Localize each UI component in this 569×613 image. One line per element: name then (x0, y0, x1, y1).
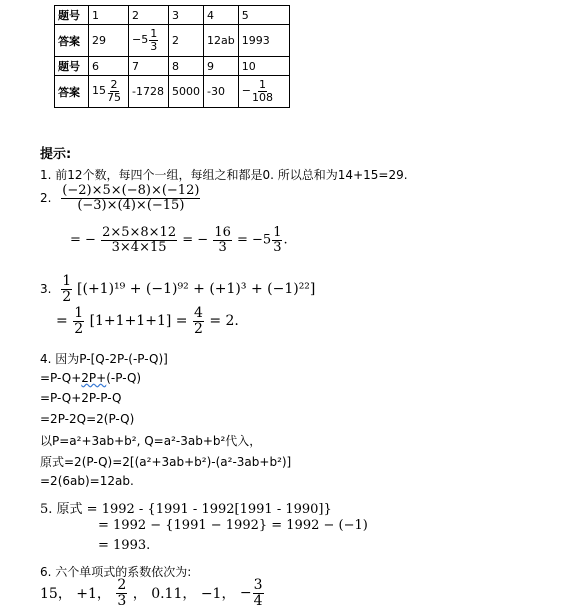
answer-6-whole: 15 (92, 84, 106, 98)
item-3-expression: [(+1)¹⁹ + (−1)⁹² + (+1)³ + (−1)²²] (77, 281, 316, 298)
item-2-fraction-4 (272, 226, 282, 254)
table-row (55, 76, 290, 108)
item-3-fraction (61, 274, 72, 304)
table-cell: 8 (169, 57, 204, 76)
hint-item-4-line-4: =2P-2Q=2(P-Q) (40, 412, 135, 426)
item-label: 3. (40, 282, 52, 297)
hint-title: 提示: (40, 147, 72, 162)
answer-6-fraction (107, 79, 121, 103)
table-cell: 2 (129, 6, 169, 25)
fraction-denominator: 3×4×15 (111, 239, 167, 255)
text-segment: (-P-Q) (106, 371, 142, 385)
hint-item-4-line-1: 4. 因为P-[Q-2P-(-P-Q)] (40, 352, 168, 366)
hint-item-4-line-6: 原式=2(P-Q)=2[(a²+3ab+b²)-(a²-3ab+b²)] (40, 455, 292, 469)
table-cell: 12ab (204, 25, 239, 57)
hint-item-4-line-3: =P-Q+2P-P-Q (40, 391, 122, 405)
table-cell (238, 76, 289, 108)
hint-item-5-line-1: 5. 原式 = 1992 - {1991 - 1992[1991 - 1990]} (40, 502, 332, 517)
mixed-number-whole: = −5 (237, 232, 272, 248)
coefficient-list: ， 0.11， −1， (132, 586, 236, 603)
hint-item-4-line-7: =2(6ab)=12ab. (40, 474, 134, 488)
hint-item-1: 1. 前12个数，每四个一组，每组之和都是0. 所以总和为14+15=29. (40, 168, 408, 182)
fraction-numerator: 2 (110, 78, 118, 92)
answer-10-sign: − (241, 84, 251, 98)
negative-sign: − (239, 585, 252, 602)
fraction-denominator: 108 (251, 91, 273, 104)
hint-item-3 (40, 274, 315, 304)
text-segment: =P-Q+ (40, 371, 82, 385)
result: = 2. (209, 313, 239, 330)
hint-item-2-line-2 (70, 226, 288, 254)
table-cell: 4 (204, 6, 239, 25)
fraction-denominator: 3 (273, 239, 282, 255)
fraction-denominator: 3 (218, 239, 227, 255)
item-2-fraction-2 (101, 226, 177, 254)
item-3-fraction-2 (73, 306, 84, 336)
fraction-numerator: 2 (117, 577, 127, 593)
fraction-denominator: 75 (107, 91, 121, 104)
table-cell: -30 (204, 76, 239, 108)
table-cell: 题号 (55, 6, 89, 25)
fraction-denominator: 3 (117, 592, 127, 609)
table-cell: 10 (238, 57, 289, 76)
table-cell: 3 (169, 6, 204, 25)
table-cell: 答案 (55, 76, 89, 108)
hint-item-5-line-2: = 1992 − {1991 − 1992} = 1992 − (−1) (98, 518, 368, 533)
answer-table (54, 5, 290, 108)
fraction-numerator: (−2)×5×(−8)×(−12) (62, 183, 200, 198)
table-cell: 题号 (55, 57, 89, 76)
equals-minus: = − (182, 232, 209, 248)
fraction-denominator: 2 (193, 320, 203, 337)
bracket-sum: [1+1+1+1] = (89, 313, 188, 330)
fraction-numerator: 16 (214, 225, 231, 240)
item-2-fraction (61, 184, 200, 212)
fraction-denominator: 3 (150, 40, 158, 53)
fraction-numerator: 4 (193, 305, 203, 321)
fraction-numerator: 2×5×8×12 (102, 225, 177, 240)
spellcheck-underlined-text: 2P+ (81, 371, 107, 385)
item-label: 2. (40, 191, 52, 206)
table-cell (129, 25, 169, 57)
answer-2-sign: −5 (132, 33, 149, 47)
table-cell: 2 (169, 25, 204, 57)
hint-item-5-line-3: = 1993. (98, 538, 151, 553)
coefficient: 15， (40, 586, 72, 603)
table-cell: 5 (238, 6, 289, 25)
coefficient: +1， (76, 586, 111, 603)
fraction-numerator: 1 (150, 27, 158, 41)
answer-10-fraction (252, 79, 273, 103)
item-2-fraction-3 (213, 226, 232, 254)
fraction-numerator: 3 (253, 577, 263, 593)
table-cell: 答案 (55, 25, 89, 57)
hint-item-2 (40, 184, 201, 212)
hint-item-6-coefficients (40, 578, 265, 608)
table-cell: 9 (204, 57, 239, 76)
table-cell: 7 (129, 57, 169, 76)
table-cell (89, 76, 129, 108)
table-cell: 29 (89, 25, 129, 57)
table-cell: 1993 (238, 25, 289, 57)
table-row (55, 57, 290, 76)
period: . (283, 232, 288, 248)
table-row (55, 25, 290, 57)
coefficient-fraction (253, 578, 264, 608)
fraction-denominator: (−3)×(4)×(−15) (77, 197, 185, 213)
hint-item-4-line-5: 以P=a²+3ab+b², Q=a²-3ab+b²代入， (40, 434, 262, 448)
table-cell: -1728 (129, 76, 169, 108)
fraction-numerator: 1 (74, 305, 84, 321)
fraction-denominator: 2 (74, 320, 84, 337)
answer-2-fraction (149, 28, 158, 52)
fraction-numerator: 1 (62, 273, 72, 289)
hint-item-3-line-2 (56, 306, 239, 336)
item-3-fraction-3 (193, 306, 204, 336)
table-cell: 5000 (169, 76, 204, 108)
fraction-numerator: 1 (273, 225, 282, 240)
hint-item-4-line-2 (40, 371, 141, 385)
equals: = (56, 313, 68, 330)
equals-minus: = − (70, 232, 96, 248)
fraction-denominator: 2 (62, 288, 72, 305)
fraction-denominator: 4 (253, 592, 263, 609)
table-row (55, 6, 290, 25)
table-cell: 6 (89, 57, 129, 76)
coefficient-fraction (116, 578, 127, 608)
table-cell: 1 (89, 6, 129, 25)
hint-item-6-title: 6. 六个单项式的系数依次为: (40, 565, 192, 579)
fraction-numerator: 1 (258, 78, 266, 92)
